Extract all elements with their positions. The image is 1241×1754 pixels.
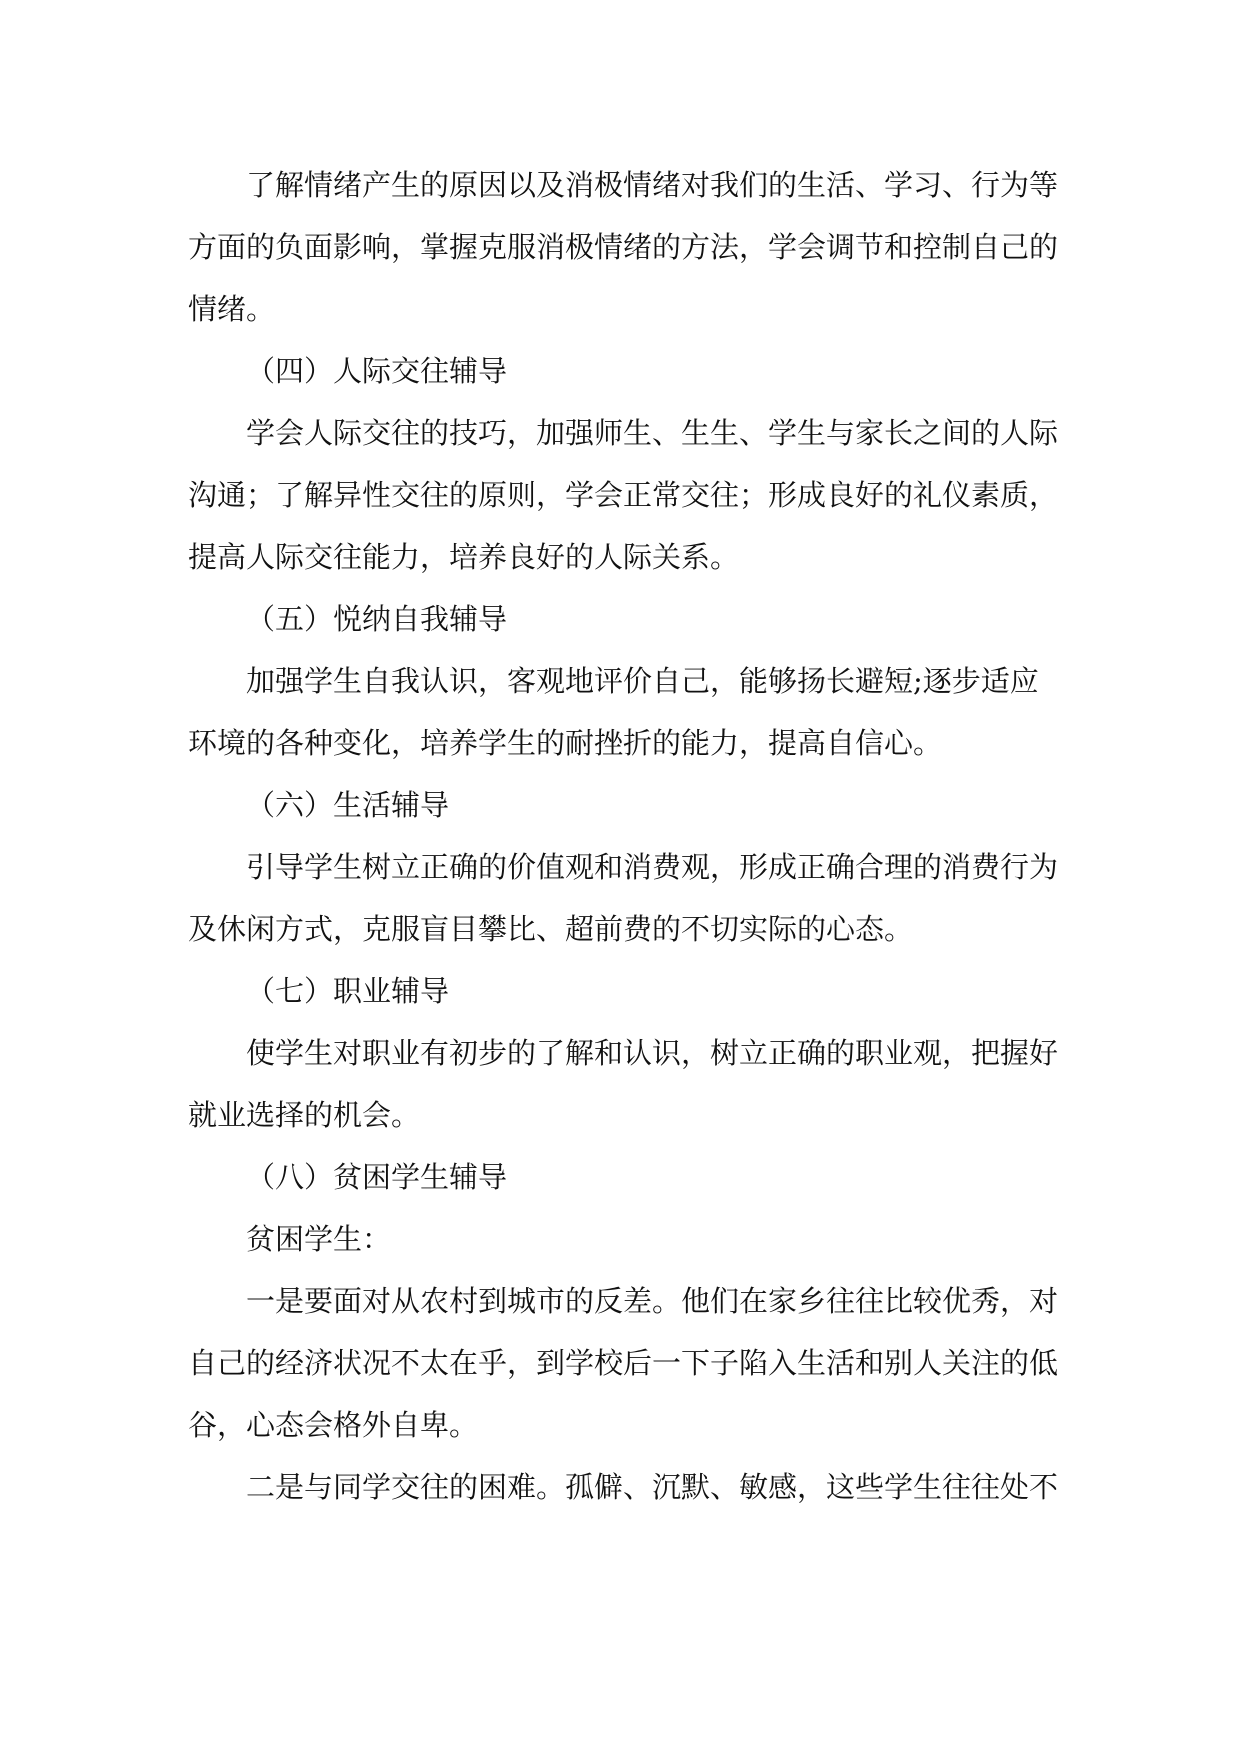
text-line: 了解情绪产生的原因以及消极情绪对我们的生活、学习、行为等 [246, 168, 1059, 202]
section-heading: （六）生活辅导 [246, 788, 450, 822]
text-line: 引导学生树立正确的价值观和消费观，形成正确合理的消费行为 [246, 850, 1059, 884]
text-line: 一是要面对从农村到城市的反差。他们在家乡往往比较优秀，对 [246, 1284, 1059, 1318]
text-line: 学会人际交往的技巧，加强师生、生生、学生与家长之间的人际 [246, 416, 1059, 450]
text-line: 谷，心态会格外自卑。 [188, 1408, 479, 1442]
text-line: 情绪。 [188, 292, 276, 326]
section-heading: （八）贫困学生辅导 [246, 1160, 508, 1194]
text-line: 环境的各种变化，培养学生的耐挫折的能力，提高自信心。 [188, 726, 943, 760]
section-heading: （七）职业辅导 [246, 974, 450, 1008]
text-line: 二是与同学交往的困难。孤僻、沉默、敏感，这些学生往往处不 [246, 1470, 1059, 1504]
text-line: 方面的负面影响，掌握克服消极情绪的方法，学会调节和控制自己的 [188, 230, 1059, 264]
text-line: 就业选择的机会。 [188, 1098, 421, 1132]
section-heading: （五）悦纳自我辅导 [246, 602, 508, 636]
text-line: 及休闲方式，克服盲目攀比、超前费的不切实际的心态。 [188, 912, 914, 946]
text-line: 加强学生自我认识，客观地评价自己，能够扬长避短;逐步适应 [246, 664, 1039, 698]
text-line: 沟通；了解异性交往的原则，学会正常交往；形成良好的礼仪素质， [188, 478, 1059, 512]
text-line: 自己的经济状况不太在乎，到学校后一下子陷入生活和别人关注的低 [188, 1346, 1059, 1380]
document-body [188, 154, 1058, 1518]
text-line: 贫困学生： [246, 1222, 392, 1256]
text-line: 使学生对职业有初步的了解和认识，树立正确的职业观，把握好 [246, 1036, 1059, 1070]
section-heading: （四）人际交往辅导 [246, 354, 508, 388]
text-line: 提高人际交往能力，培养良好的人际关系。 [188, 540, 740, 574]
